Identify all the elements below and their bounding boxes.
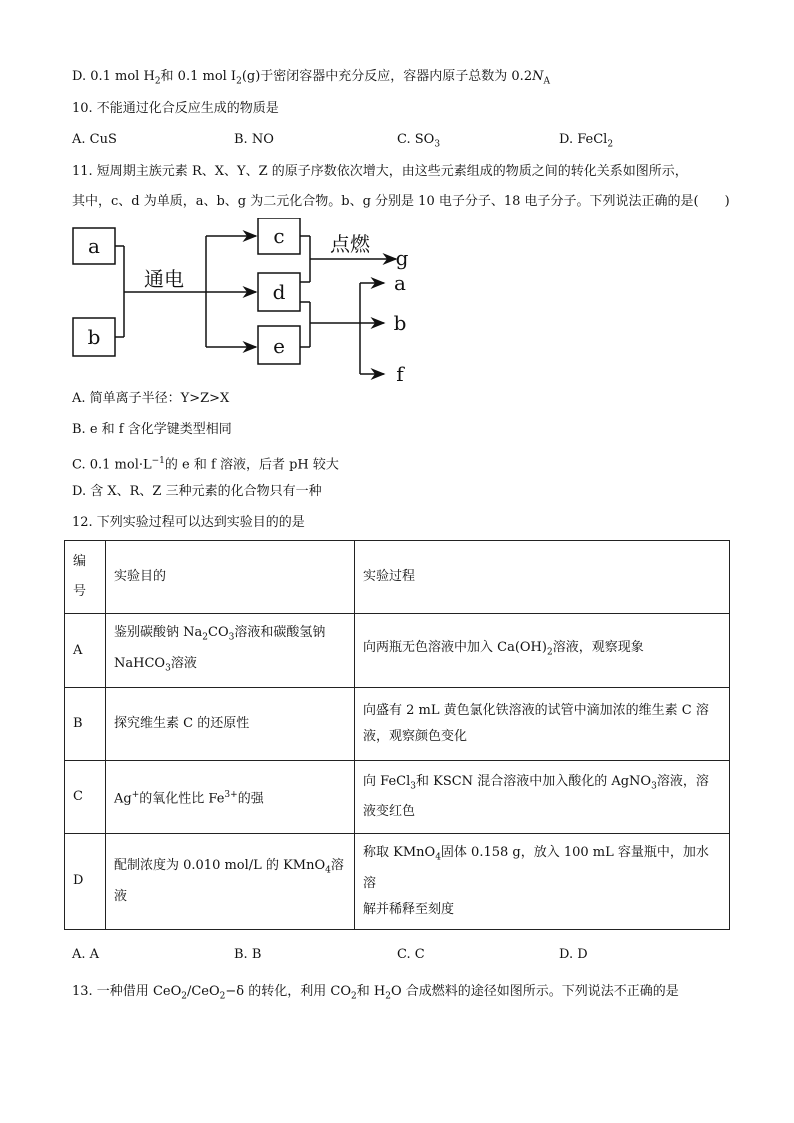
row-process: 向 FeCl$_3$和 KSCN 混合溶液中加入酸化的 AgNO$_3$溶液，溶 液变红色: [355, 761, 730, 834]
label-out-a: a: [394, 271, 406, 295]
q12-experiment-table: [64, 540, 730, 930]
label-out-f: f: [396, 362, 404, 386]
q12-option-c: C. C: [397, 947, 425, 962]
table-row: [65, 688, 730, 761]
q12-stem: 12. 下列实验过程可以达到实验目的的是: [72, 515, 305, 530]
label-out-b: b: [393, 311, 407, 335]
q10-option-b: B. NO: [234, 132, 274, 147]
q11-option-b: B. e 和 f 含化学键类型相同: [72, 422, 232, 437]
q12-option-b: B. B: [234, 947, 262, 962]
row-id: A: [65, 614, 106, 688]
q10-option-c: C. $SO_3$: [397, 132, 441, 150]
q10-option-a: A. CuS: [72, 132, 117, 147]
label-c: c: [273, 224, 285, 248]
table-row: [65, 761, 730, 834]
table-header-row: [65, 541, 730, 614]
row-goal: 探究维生素 C 的还原性: [106, 688, 355, 761]
header-process: 实验过程: [355, 541, 730, 614]
table-row: [65, 614, 730, 688]
q10-stem: 10. 不能通过化合反应生成的物质是: [72, 101, 279, 116]
label-d: d: [272, 280, 286, 304]
q11-stem-line2: 其中，c、d 为单质，a、b、g 为二元化合物。b、g 分别是 10 电子分子、18 电子分子。下列说法正确的是( ): [72, 194, 730, 209]
row-goal: 鉴别碳酸钠 $Na_2CO_3$溶液和碳酸氢钠 NaHCO$_3$溶液: [106, 614, 355, 688]
row-goal: Ag+的氧化性比 $Fe^{3+}$的强: [106, 761, 355, 834]
q12-option-d: D. D: [559, 947, 588, 962]
label-e: e: [273, 334, 285, 358]
label-b: b: [87, 325, 101, 349]
row-goal: 配制浓度为 0.010 mol/L 的 KMnO$_4$溶液: [106, 834, 355, 930]
label-electrolysis: 通电: [144, 267, 184, 291]
header-number: 编号: [65, 541, 106, 614]
label-out-g: g: [395, 246, 409, 270]
row-id: D: [65, 834, 106, 930]
q12-option-a: A. A: [72, 947, 100, 962]
row-process: 向两瓶无色溶液中加入 $Ca(OH)_2$溶液，观察现象: [355, 614, 730, 688]
q11-conversion-diagram: [64, 218, 424, 388]
q11-option-d: D. 含 X、R、Z 三种元素的化合物只有一种: [72, 484, 322, 499]
q13-stem: 13. 一种借用 CeO$_2$/CeO$_2$−δ 的转化，利用 $CO_2$和 $H_2O$ 合成燃料的途径如图所示。下列说法不正确的是: [72, 984, 679, 1002]
q11-option-c: C. 0.1 $mol\cdot L^{-1}$的 e 和 f 溶液，后者 pH 较大: [72, 456, 339, 473]
row-process: 称取 KMnO$_4$固体 0.158 g，放入 100 mL 容量瓶中，加水溶 解并稀释至刻度: [355, 834, 730, 930]
q11-option-a: A. 简单离子半径：Y>Z>X: [72, 391, 230, 406]
header-goal: 实验目的: [106, 541, 355, 614]
q11-stem-line1: 11. 短周期主族元素 R、X、Y、Z 的原子序数依次增大，由这些元素组成的物质之间的转化关系如图所示，: [72, 164, 688, 179]
row-process: 向盛有 2 mL 黄色氯化铁溶液的试管中滴加浓的维生素 C 溶 液，观察颜色变化: [355, 688, 730, 761]
row-id: B: [65, 688, 106, 761]
label-a: a: [88, 234, 100, 258]
q10-option-d: D. FeCl$_2$: [559, 132, 614, 150]
q9-option-d: D. 0.1 mol $H_2$和 0.1 mol $I_2(g)$于密闭容器中充分反应，容器内原子总数为 $0.2N_A$: [72, 69, 550, 87]
table-row: [65, 834, 730, 930]
label-ignite: 点燃: [330, 232, 370, 256]
row-id: C: [65, 761, 106, 834]
